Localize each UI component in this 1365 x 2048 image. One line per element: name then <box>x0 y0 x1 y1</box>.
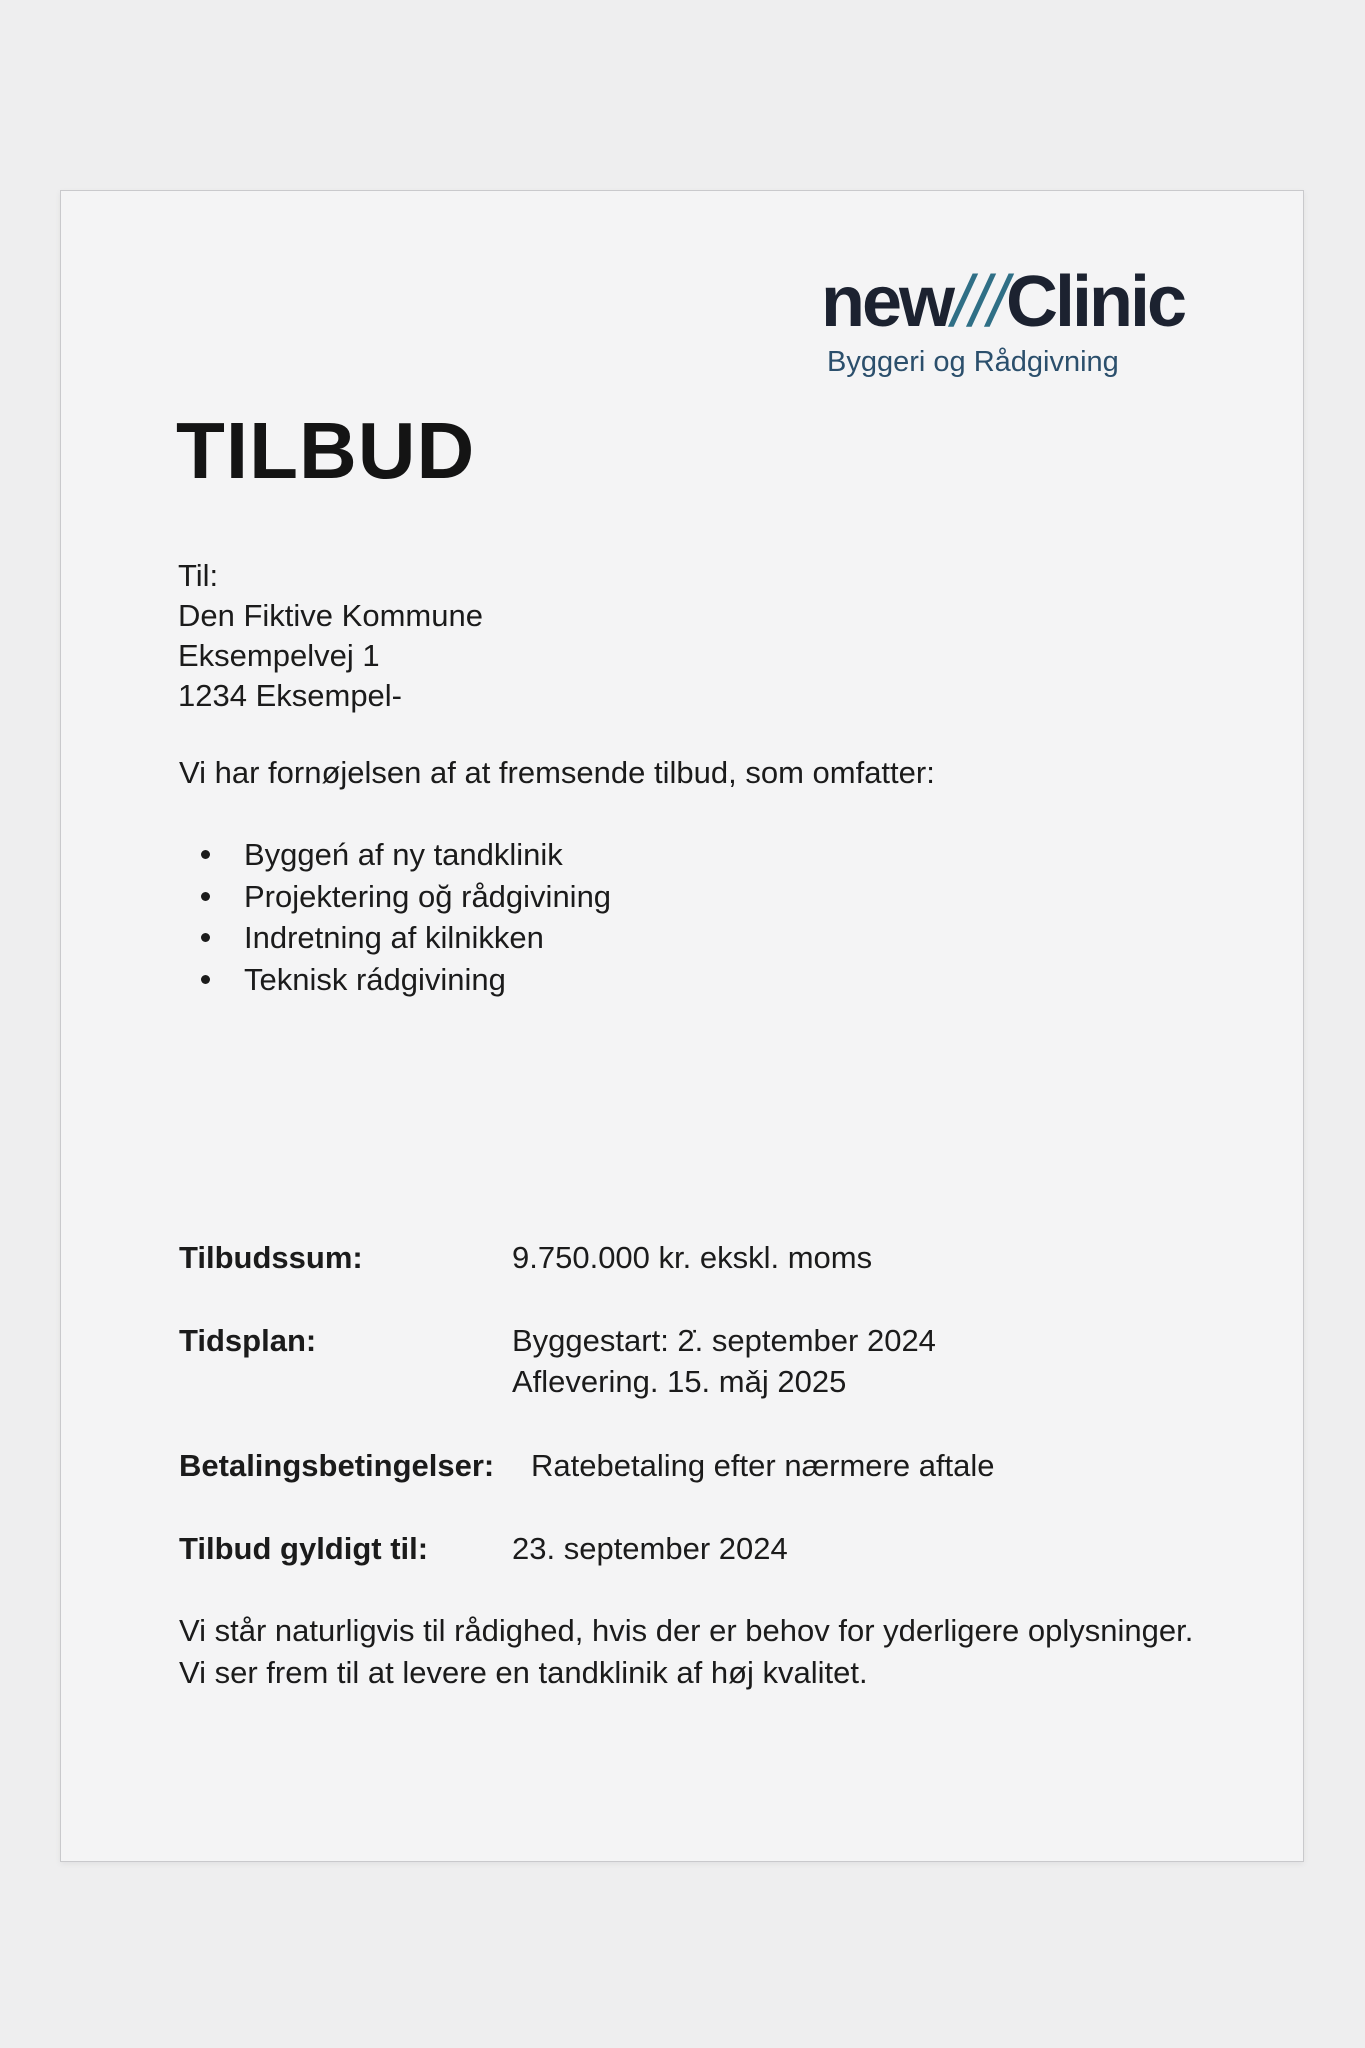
scope-item-text: Projektering oğ rådgivining <box>244 878 612 914</box>
intro-text: Vi har fornøjelsen af at fremsende tilbud, som omfatter: <box>179 755 935 790</box>
bullet-icon <box>201 933 210 942</box>
list-item <box>179 959 611 1001</box>
logo-slashes: /// <box>952 262 1007 342</box>
scope-list <box>179 834 611 1000</box>
list-item <box>179 876 611 918</box>
recipient-street: Eksempelvej 1 <box>178 638 380 673</box>
schedule-start: Byggestart: 2̇. september 2024 <box>512 1323 936 1358</box>
logo-name-part2: Clinic <box>1006 262 1185 342</box>
offer-sum-label: Tilbudssum: <box>179 1240 363 1275</box>
logo-name-part1: new <box>821 262 953 342</box>
recipient-name: Den Fiktive Kommune <box>178 598 483 633</box>
list-item <box>179 834 611 876</box>
document-page <box>60 190 1304 1862</box>
scope-item-text: Byggeń af ny tandklinik <box>244 837 563 872</box>
recipient-city: 1234 Eksempel- <box>178 678 403 713</box>
company-logo <box>821 262 1185 379</box>
offer-sum-value: 9.750.000 kr. ekskl. moms <box>512 1240 873 1275</box>
schedule-label: Tidsplan: <box>179 1323 317 1358</box>
logo-tagline: Byggeri og Rådgivning <box>827 346 1119 378</box>
bullet-icon <box>201 850 210 859</box>
payment-terms-value: Ratebetaling efter nærmere aftale <box>531 1448 995 1483</box>
schedule-delivery: Aflevering. 15. mǎj 2025 <box>512 1364 847 1399</box>
bullet-icon <box>201 892 210 901</box>
scope-item-text: Teknisk rádgivining <box>244 961 506 997</box>
logo-wordmark <box>821 262 1185 342</box>
scope-item-text: Indretning af kilnikken <box>244 920 544 955</box>
recipient-label: Til: <box>178 558 219 593</box>
valid-until-label: Tilbud gyldigt til: <box>179 1531 429 1566</box>
schedule-value <box>512 1320 936 1402</box>
document-title: TILBUD <box>176 406 476 495</box>
recipient-address <box>178 556 483 716</box>
valid-until-value: 23. september 2024 <box>512 1531 788 1566</box>
payment-terms-label: Betalingsbetingelser: <box>179 1448 495 1483</box>
list-item <box>179 917 611 959</box>
closing-paragraph: Vi står naturligvis til rådighed, hvis der er behov for yderligere oplysninger. Vi ser frem til at levere en tandklinik af høj kvalitet. <box>179 1613 1194 1690</box>
bullet-icon <box>201 975 210 984</box>
